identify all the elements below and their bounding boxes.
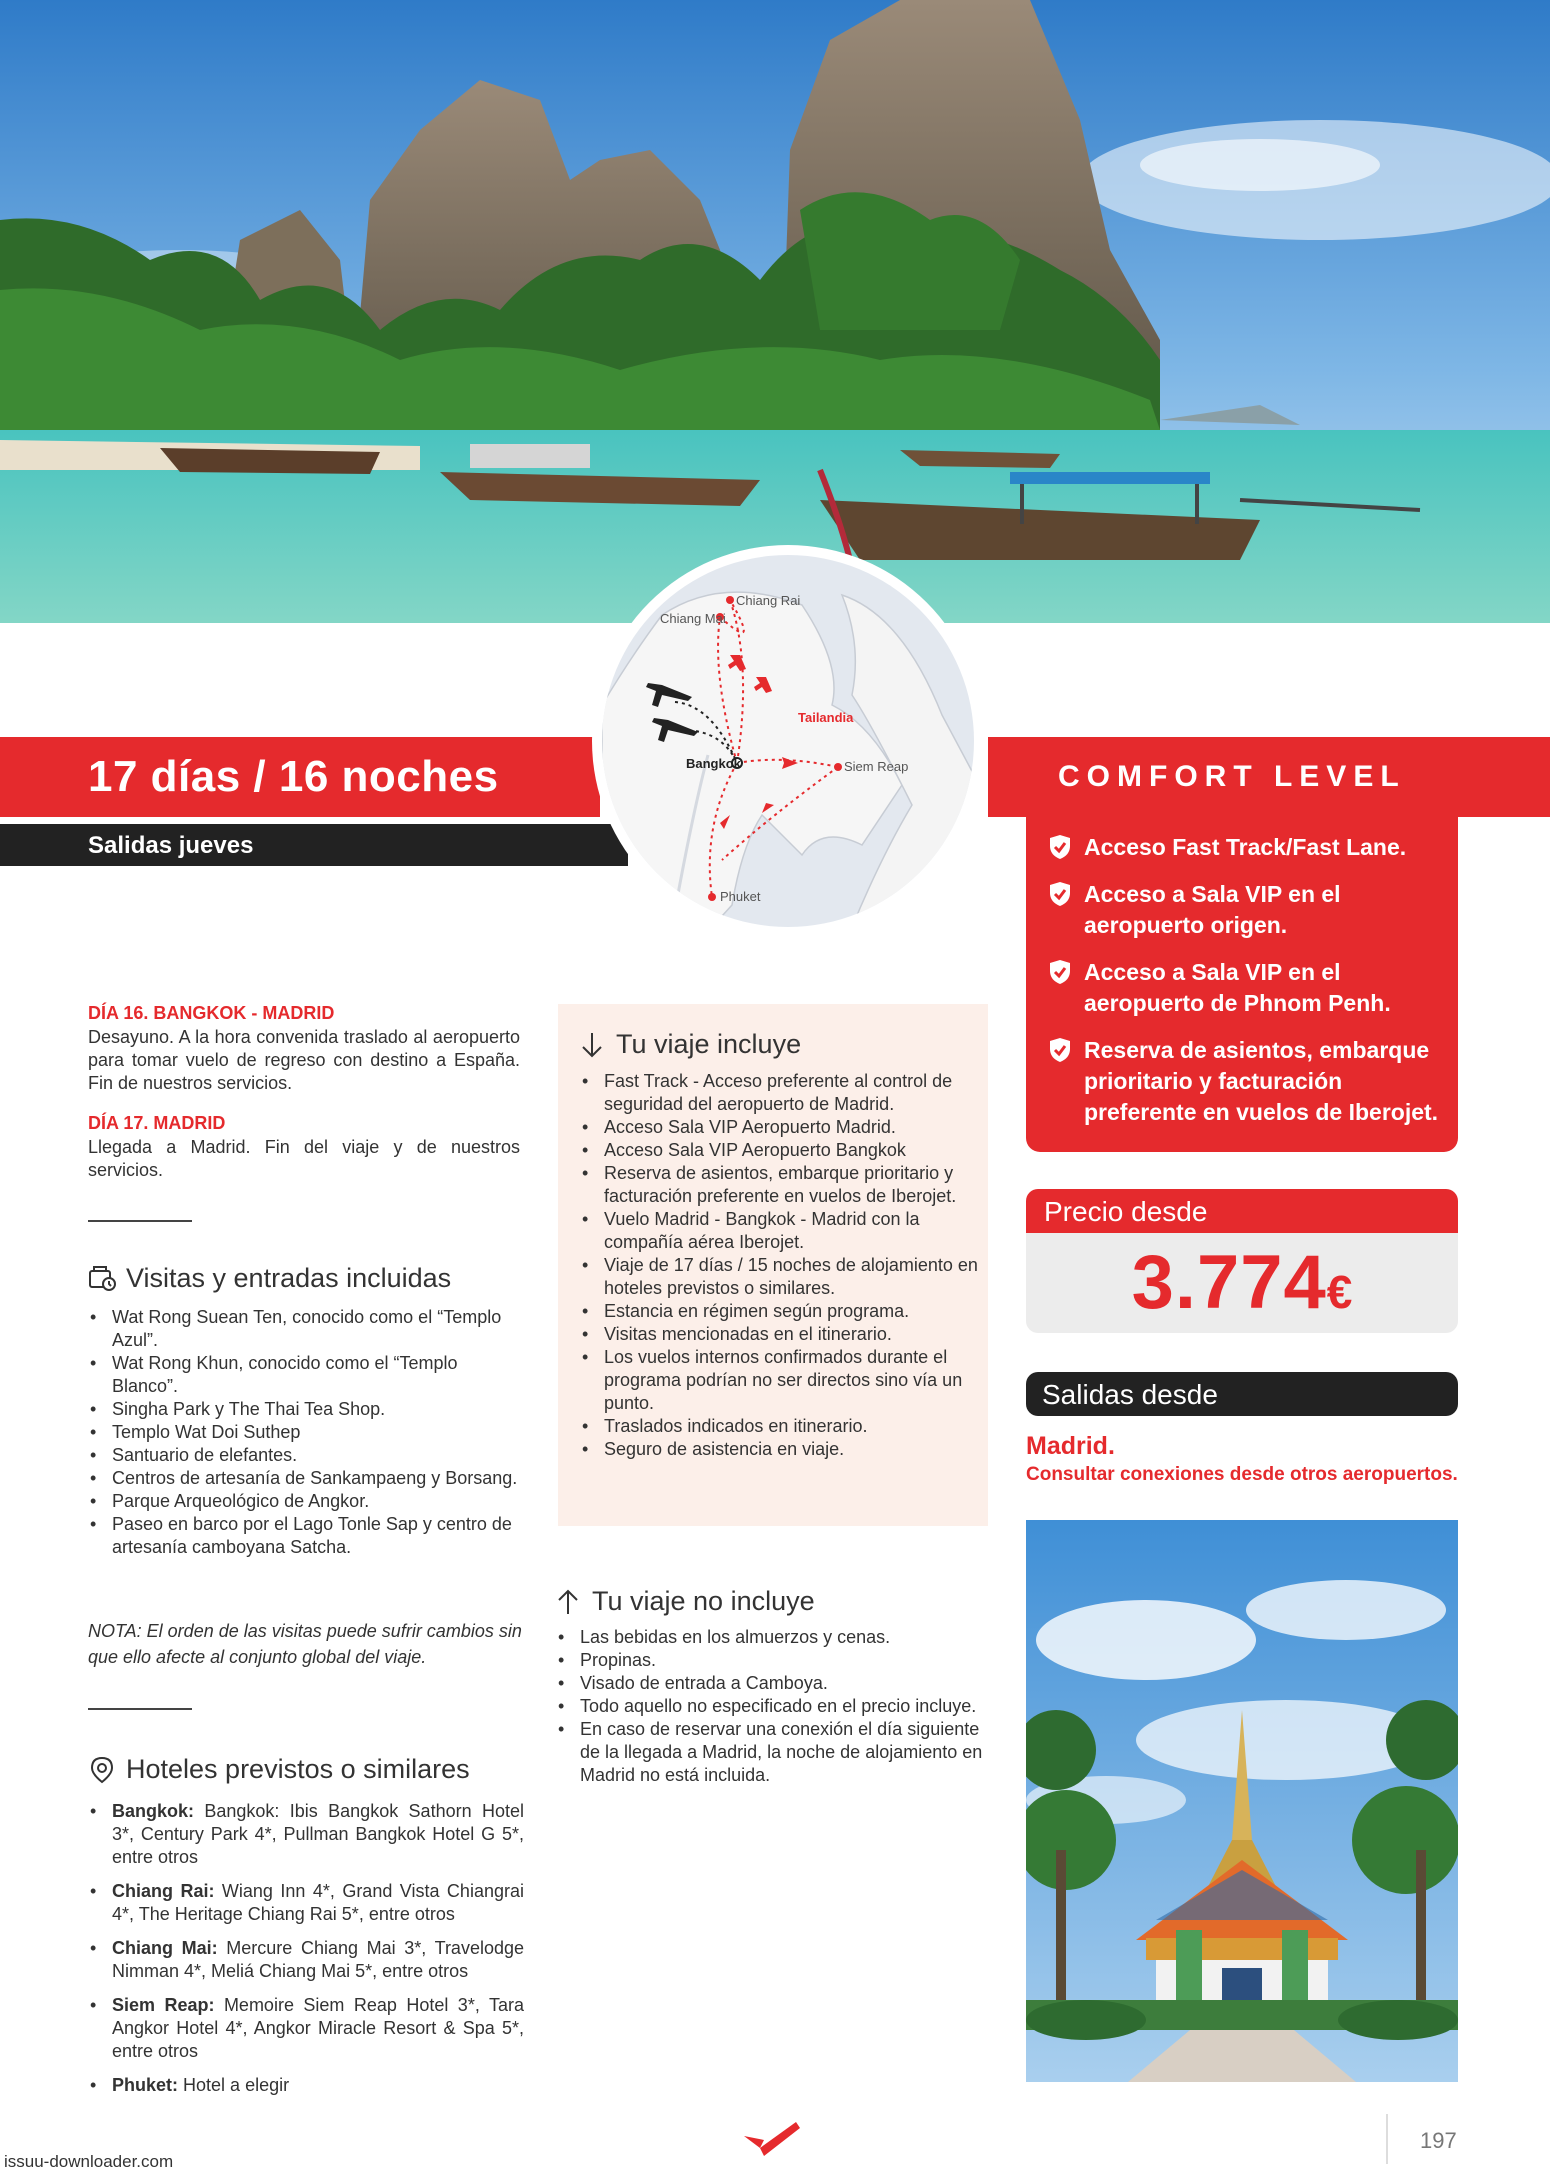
hotel-text: Memoire Siem Reap Hotel 3*, Tara Angkor Hotel 4*, Angkor Miracle Resort & Spa 5*, entre otros <box>112 1995 524 2061</box>
list-item: • En caso de reservar una conexión el día siguiente de la llegada a Madrid, la noche de alojamiento en Madrid no está incluida. <box>556 1718 986 1787</box>
list-item: • Reserva de asientos, embarque prioritario y facturación preferente en vuelos de Iberojet. <box>580 1162 980 1208</box>
shield-check-icon <box>1048 1037 1072 1063</box>
hotel-item <box>88 1800 524 1869</box>
price-label: Precio desde <box>1044 1196 1208 1227</box>
map-label-chiang-mai: Chiang Mai <box>660 611 726 626</box>
list-item: • Centros de artesanía de Sankampaeng y Borsang. <box>88 1467 528 1490</box>
day-body: Llegada a Madrid. Fin del viaje y de nuestros servicios. <box>88 1137 520 1180</box>
list-item: • Viaje de 17 días / 15 noches de alojamiento en hoteles previstos o similares. <box>580 1254 980 1300</box>
list-item: • Vuelo Madrid - Bangkok - Madrid con la compañía aérea Iberojet. <box>580 1208 980 1254</box>
comfort-item <box>1048 832 1442 863</box>
comfort-item <box>1048 1035 1442 1128</box>
hotel-city: Chiang Rai: <box>112 1881 215 1901</box>
route-map <box>592 545 984 937</box>
hotel-text: Wiang Inn 4*, Grand Vista Chiangrai 4*, The Heritage Chiang Rai 5*, entre otros <box>112 1881 524 1924</box>
includes-title-text: Tu viaje incluye <box>616 1029 802 1059</box>
list-item: • Estancia en régimen según programa. <box>580 1300 980 1323</box>
price-box <box>1026 1233 1458 1333</box>
list-item: • Todo aquello no especificado en el precio incluye. <box>556 1695 986 1718</box>
hotel-item <box>88 1880 524 1926</box>
page-number: 197 <box>1420 2128 1457 2153</box>
hotel-city: Siem Reap: <box>112 1995 215 2015</box>
comfort-item-text: Acceso Fast Track/Fast Lane. <box>1084 834 1407 860</box>
hotel-item <box>88 1937 524 1983</box>
list-item: • Visitas mencionadas en el itinerario. <box>580 1323 980 1346</box>
list-item: • Propinas. <box>556 1649 986 1672</box>
excludes-list <box>556 1626 986 1787</box>
list-item: • Seguro de asistencia en viaje. <box>580 1438 980 1461</box>
trip-duration: 17 días / 16 noches <box>88 752 499 801</box>
list-item: • Wat Rong Khun, conocido como el “Templo Blanco”. <box>88 1352 528 1398</box>
departure-note: Consultar conexiones desde otros aeropuertos. <box>1026 1464 1458 1485</box>
visits-list <box>88 1306 528 1559</box>
comfort-item-text: Reserva de asientos, embarque prioritario y facturación preferente en vuelos de Iberojet. <box>1084 1037 1439 1125</box>
departure-city: Madrid. <box>1026 1432 1115 1460</box>
departures-header <box>1026 1372 1458 1416</box>
comfort-item <box>1048 879 1442 941</box>
list-item: • Fast Track - Acceso preferente al control de seguridad del aeropuerto de Madrid. <box>580 1070 980 1116</box>
section-divider <box>88 1708 192 1710</box>
hotels-title-text: Hoteles previstos o similares <box>126 1754 470 1784</box>
hotel-city: Phuket: <box>112 2075 179 2095</box>
list-item: • Santuario de elefantes. <box>88 1444 528 1467</box>
watermark: issuu-downloader.com <box>0 2152 177 2172</box>
list-item: • Acceso Sala VIP Aeropuerto Madrid. <box>580 1116 980 1139</box>
hotel-text: Bangkok: Ibis Bangkok Sathorn Hotel 3*, Century Park 4*, Pullman Bangkok Hotel G 5*, entre otros <box>112 1801 524 1867</box>
brand-logo-icon <box>740 2118 804 2158</box>
comfort-item <box>1048 957 1442 1019</box>
list-item: • Visado de entrada a Camboya. <box>556 1672 986 1695</box>
hotel-city: Chiang Mai: <box>112 1938 218 1958</box>
price-value: 3.774 <box>1131 1240 1327 1325</box>
day-title: DÍA 16. BANGKOK - MADRID <box>88 1003 335 1023</box>
hotels-list <box>88 1800 524 2108</box>
arrow-up-icon <box>556 1588 580 1616</box>
map-label-siem-reap: Siem Reap <box>844 759 909 774</box>
map-label-tailandia: Tailandia <box>798 710 854 725</box>
comfort-list <box>1026 812 1458 1152</box>
day-title: DÍA 17. MADRID <box>88 1113 226 1133</box>
hotels-title <box>88 1754 470 1785</box>
map-label-bangkok: Bangkok <box>686 756 741 771</box>
price-currency: € <box>1326 1266 1353 1318</box>
arrow-down-icon <box>580 1031 604 1059</box>
footer-divider <box>1386 2114 1388 2164</box>
excludes-title <box>556 1586 815 1617</box>
shield-check-icon <box>1048 959 1072 985</box>
list-item: • Acceso Sala VIP Aeropuerto Bangkok <box>580 1139 980 1162</box>
visits-title-text: Visitas y entradas incluidas <box>126 1263 452 1293</box>
list-item: • Templo Wat Doi Suthep <box>88 1421 528 1444</box>
shield-check-icon <box>1048 881 1072 907</box>
comfort-title: COMFORT LEVEL <box>1058 760 1406 793</box>
excludes-title-text: Tu viaje no incluye <box>592 1586 815 1616</box>
section-divider <box>88 1220 192 1222</box>
hotel-text: Hotel a elegir <box>183 2075 290 2095</box>
visits-title <box>88 1263 451 1294</box>
visits-note: NOTA: El orden de las visitas puede sufrir cambios sin que ello afecte al conjunto global del viaje. <box>88 1621 522 1667</box>
list-item: • Traslados indicados en itinerario. <box>580 1415 980 1438</box>
price-header <box>1026 1189 1458 1233</box>
list-item: • Singha Park y The Thai Tea Shop. <box>88 1398 528 1421</box>
map-label-phuket: Phuket <box>720 889 761 904</box>
hotel-text: Mercure Chiang Mai 3*, Travelodge Nimman 4*, Meliá Chiang Mai 5*, entre otros <box>112 1938 524 1981</box>
location-pin-icon <box>88 1756 116 1784</box>
hotel-city: Bangkok: <box>112 1801 195 1821</box>
includes-list <box>580 1070 980 1461</box>
list-item: • Parque Arqueológico de Angkor. <box>88 1490 528 1513</box>
ticket-icon <box>88 1265 116 1293</box>
includes-title <box>580 1029 801 1060</box>
day-body: Desayuno. A la hora convenida traslado al aeropuerto para tomar vuelo de regreso con destino a España. Fin de nuestros servicios. <box>88 1027 520 1093</box>
hotel-item <box>88 2074 524 2097</box>
list-item: • Paseo en barco por el Lago Tonle Sap y centro de artesanía camboyana Satcha. <box>88 1513 528 1559</box>
map-label-chiang-rai: Chiang Rai <box>736 593 801 608</box>
departures-label: Salidas desde <box>1042 1379 1218 1410</box>
hotel-item <box>88 1994 524 2063</box>
shield-check-icon <box>1048 834 1072 860</box>
comfort-item-text: Acceso a Sala VIP en el aeropuerto de Phnom Penh. <box>1084 959 1391 1016</box>
departure-day: Salidas jueves <box>88 832 254 859</box>
list-item: • Los vuelos internos confirmados durante el programa podrían no ser directos sino vía un punto. <box>580 1346 980 1415</box>
list-item: • Las bebidas en los almuerzos y cenas. <box>556 1626 986 1649</box>
list-item: • Wat Rong Suean Ten, conocido como el “Templo Azul”. <box>88 1306 528 1352</box>
hero-photo <box>0 0 1550 623</box>
comfort-item-text: Acceso a Sala VIP en el aeropuerto origen. <box>1084 881 1341 938</box>
temple-photo <box>1026 1520 1458 2082</box>
